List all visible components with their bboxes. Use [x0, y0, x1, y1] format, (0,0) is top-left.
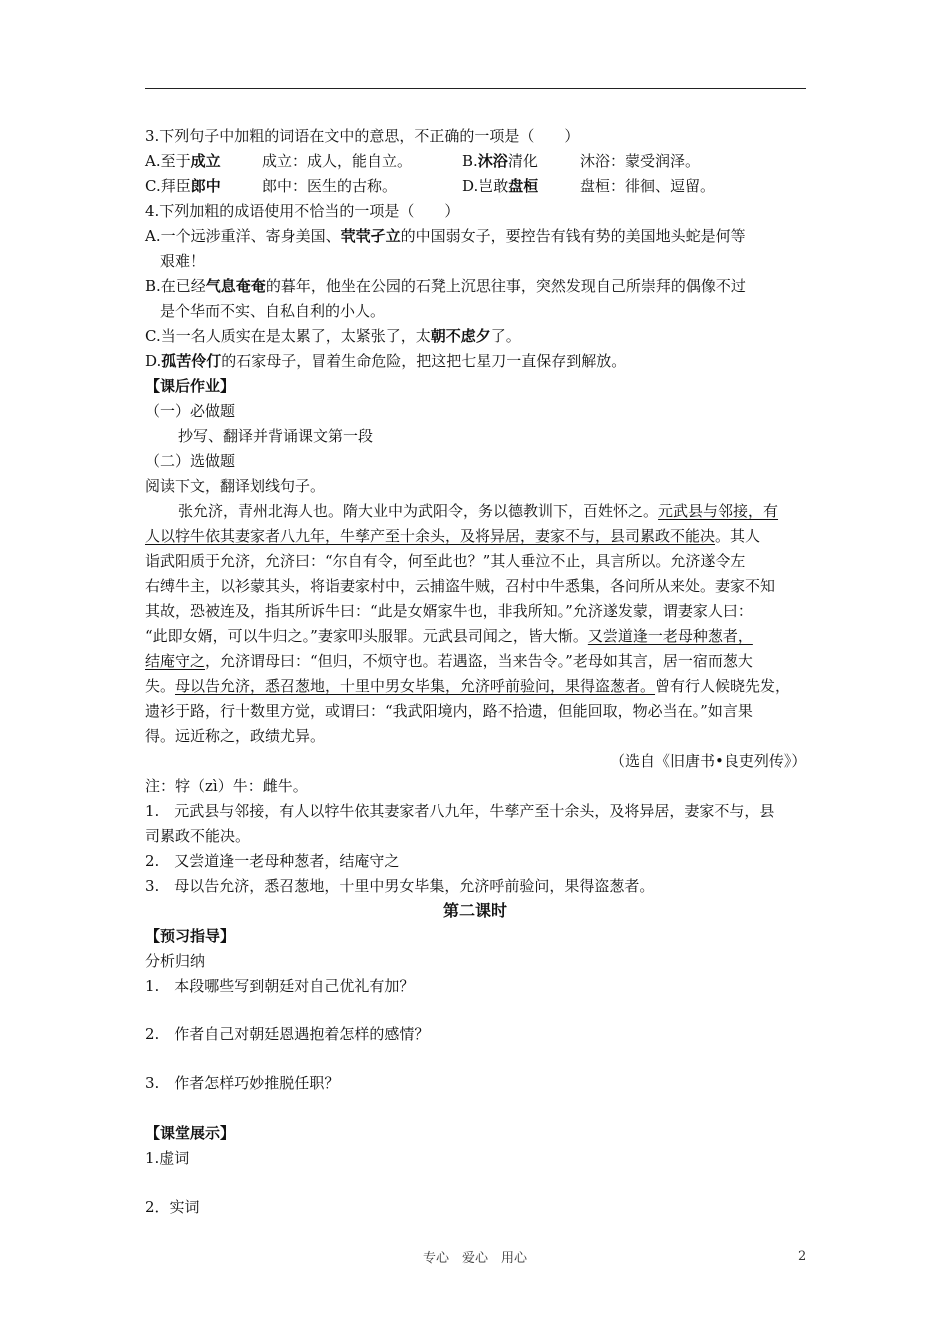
bold-idiom: 气息奄奄 — [205, 277, 266, 295]
lesson-title: 第二课时 — [442, 901, 507, 920]
bold-idiom: 朝不虑夕 — [430, 327, 491, 345]
footer-motto: 专心 爱心 用心 — [422, 1251, 527, 1266]
q3-option-c-gloss: 郎中：医生的古称。 — [262, 177, 398, 195]
translate-item-1-cont: 司累政不能决。 — [145, 827, 251, 845]
required-label: （一）必做题 — [145, 402, 236, 420]
class-item-2: 2．实词 — [145, 1198, 200, 1216]
bold-word: 成立 — [190, 152, 221, 170]
page-number: 2 — [798, 1249, 807, 1264]
underlined-sentence: 母以告允济，悉召葱地，十里中男女毕集，允济呼前验问，果得盗葱者。 — [175, 677, 656, 695]
passage-line: 人以牸牛依其妻家者八九年，牛孳产至十余头，及将异居，妻家不与，县司累政不能决。其人 — [145, 527, 761, 545]
optional-label: （二）选做题 — [145, 452, 236, 470]
underlined-sentence: 元武县与邻接，有 — [658, 502, 779, 520]
q3-option-a-gloss: 成立：成人，能自立。 — [262, 152, 413, 170]
q4-option-d: D.孤苦伶仃的石家母子，冒着生命危险，把这把七星刀一直保存到解放。 — [145, 352, 627, 370]
q4-stem: 4.下列加粗的成语使用不恰当的一项是（ ） — [145, 202, 460, 220]
preview-heading: 【预习指导】 — [145, 927, 236, 945]
q3-option-d: D.岂敢盘桓 — [462, 177, 539, 195]
header-rule — [145, 88, 806, 89]
underlined-sentence: 又尝道逢一老母种葱者， — [587, 627, 753, 645]
underlined-sentence: 人以牸牛依其妻家者八九年，牛孳产至十余头，及将异居，妻家不与，县司累政不能决 — [145, 527, 716, 545]
passage-line: 张允济，青州北海人也。隋大业中为武阳令，务以德教训下，百姓怀之。元武县与邻接，有 — [178, 502, 779, 520]
translate-item-1: 1. 元武县与邻接，有人以牸牛依其妻家者八九年，牛孳产至十余头，及将异居，妻家不与，县 — [145, 802, 775, 820]
q3-option-b: B.沐浴清化 — [462, 152, 538, 170]
q3-option-c: C.拜臣郎中 — [145, 177, 221, 195]
q4-option-c: C.当一名人质实在是太累了，太紧张了，太朝不虑夕了。 — [145, 327, 521, 345]
q4-option-b: B.在已经气息奄奄的暮年，他坐在公园的石凳上沉思往事，突然发现自己所崇拜的偶像不过 — [145, 277, 746, 295]
instruction: 阅读下文，翻译划线句子。 — [145, 477, 326, 495]
passage-line: 遗衫于路，行十数里方觉，或谓曰：“我武阳境内，路不拾遗，但能回取，物必当在。”如言果 — [145, 702, 753, 720]
underlined-sentence: 结庵守之 — [145, 652, 206, 670]
analysis-label: 分析归纳 — [145, 952, 206, 970]
passage-line: 失。母以告允济，悉召葱地，十里中男女毕集，允济呼前验问，果得盗葱者。曾有行人候晓先发， — [145, 677, 791, 695]
q3-option-d-gloss: 盘桓：徘徊、逗留。 — [580, 177, 716, 195]
passage-source: （选自《旧唐书•良吏列传》） — [610, 752, 807, 770]
passage-line: 诣武阳质于允济，允济曰：“尔自有令，何至此也？”其人垂泣不止，具言所以。允济遂令左 — [145, 552, 746, 570]
bold-word: 盘桓 — [508, 177, 539, 195]
preview-question-1: 1. 本段哪些写到朝廷对自己优礼有加？ — [145, 977, 415, 995]
required-task: 抄写、翻译并背诵课文第一段 — [178, 427, 374, 445]
q3-stem: 3.下列句子中加粗的词语在文中的意思，不正确的一项是（ ） — [145, 127, 580, 145]
preview-question-2: 2. 作者自己对朝廷恩遇抱着怎样的感情？ — [145, 1025, 430, 1043]
preview-question-3: 3. 作者怎样巧妙推脱任职？ — [145, 1074, 340, 1092]
passage-line: 其故，恐被连及，指其所诉牛曰：“此是女婿家牛也，非我所知。”允济遂发蒙，谓妻家人曰： — [145, 602, 753, 620]
bold-idiom: 茕茕孑立 — [340, 227, 401, 245]
homework-heading: 【课后作业】 — [145, 377, 236, 395]
class-item-1: 1.虚词 — [145, 1149, 190, 1167]
q4-option-a-cont: 艰难！ — [160, 252, 206, 270]
class-heading: 【课堂展示】 — [145, 1124, 236, 1142]
bold-idiom: 孤苦伶仃 — [161, 352, 222, 370]
translate-item-3: 3. 母以告允济，悉召葱地，十里中男女毕集，允济呼前验问，果得盗葱者。 — [145, 877, 655, 895]
bold-word: 郎中 — [190, 177, 221, 195]
passage-line: 右缚牛主，以衫蒙其头，将诣妻家村中，云捕盗牛贼，召村中牛悉集，各问所从来处。妻家不知 — [145, 577, 776, 595]
passage-line: 得。远近称之，政绩尤异。 — [145, 727, 326, 745]
passage-line: 结庵守之，允济谓母曰：“但归，不烦守也。若遇盗，当来告令。”老母如其言，居一宿而葱大 — [145, 652, 753, 670]
q4-option-a: A.一个远涉重洋、寄身美国、茕茕孑立的中国弱女子，要控告有钱有势的美国地头蛇是何等 — [145, 227, 746, 245]
passage-line: “此即女婿，可以牛归之。”妻家叩头服罪。元武县司闻之，皆大惭。又尝道逢一老母种葱者， — [145, 627, 753, 645]
q4-option-b-cont: 是个华而不实、自私自利的小人。 — [160, 302, 386, 320]
translate-item-2: 2. 又尝道逢一老母种葱者，结庵守之 — [145, 852, 400, 870]
q3-option-a: A.至于成立 — [145, 152, 221, 170]
bold-word: 沐浴 — [477, 152, 508, 170]
q3-option-b-gloss: 沐浴：蒙受润泽。 — [580, 152, 701, 170]
passage-note: 注：牸（zì）牛：雌牛。 — [145, 777, 308, 795]
